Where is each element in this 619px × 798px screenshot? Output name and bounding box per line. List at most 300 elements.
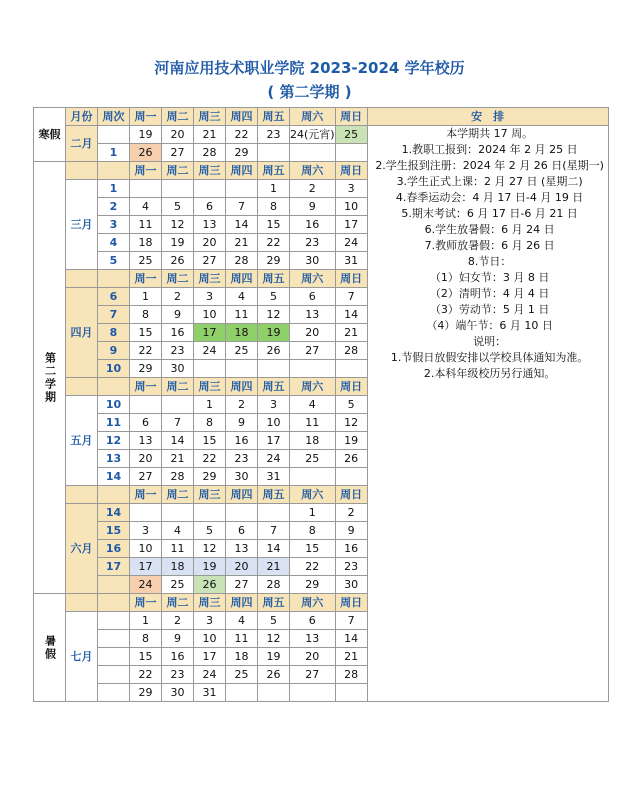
day-cell: 4 [226, 612, 258, 630]
day-cell: 27 [194, 252, 226, 270]
weekday-header: 周一 [130, 162, 162, 180]
day-cell [130, 504, 162, 522]
blank-header [66, 162, 98, 180]
day-cell [258, 144, 290, 162]
weekday-header: 周三 [194, 594, 226, 612]
day-cell: 27 [290, 342, 336, 360]
day-cell: 16 [226, 432, 258, 450]
day-cell: 15 [194, 432, 226, 450]
calendar-title: 河南应用技术职业学院 2023-2024 学年校历 [154, 59, 465, 77]
day-cell: 13 [130, 432, 162, 450]
month-apr: 四月 [66, 288, 98, 378]
weekday-header: 周五 [258, 594, 290, 612]
day-cell [335, 684, 367, 702]
week-number [98, 666, 130, 684]
week-number [98, 630, 130, 648]
month-jun: 六月 [66, 504, 98, 594]
day-cell: 19 [162, 234, 194, 252]
day-cell: 29 [226, 144, 258, 162]
day-cell: 26 [258, 666, 290, 684]
week-number: 17 [98, 558, 130, 576]
day-cell: 24 [130, 576, 162, 594]
day-cell: 2 [162, 612, 194, 630]
day-cell: 16 [162, 648, 194, 666]
day-cell: 6 [290, 288, 336, 306]
week-number: 8 [98, 324, 130, 342]
day-cell: 6 [194, 198, 226, 216]
day-cell: 4 [226, 288, 258, 306]
week-number: 1 [98, 144, 130, 162]
day-cell: 15 [258, 216, 290, 234]
week-number: 15 [98, 522, 130, 540]
week-number [98, 126, 130, 144]
day-cell: 19 [130, 126, 162, 144]
day-cell: 26 [130, 144, 162, 162]
day-cell: 1 [130, 612, 162, 630]
month-jul: 七月 [66, 612, 98, 702]
day-cell: 7 [335, 288, 367, 306]
weekday-header: 周一 [130, 270, 162, 288]
arrangement-item: 6.学生放暑假：6 月 24 日 [424, 223, 555, 236]
day-cell: 14 [226, 216, 258, 234]
day-cell: 24 [194, 666, 226, 684]
day-cell: 17 [130, 558, 162, 576]
weekday-header: 周四 [226, 162, 258, 180]
day-cell: 1 [130, 288, 162, 306]
day-cell: 27 [226, 576, 258, 594]
day-cell: 25 [335, 126, 367, 144]
day-cell: 22 [130, 342, 162, 360]
day-cell [226, 684, 258, 702]
day-cell: 13 [290, 630, 336, 648]
day-cell: 12 [194, 540, 226, 558]
arrangement-item: 说明： [473, 335, 507, 348]
day-cell: 19 [335, 432, 367, 450]
day-cell: 24(元宵) [290, 126, 336, 144]
day-cell: 16 [335, 540, 367, 558]
day-cell: 6 [226, 522, 258, 540]
weekday-header: 周六 [290, 378, 336, 396]
day-cell [290, 684, 336, 702]
day-cell: 23 [290, 234, 336, 252]
weekday-header: 周日 [335, 108, 367, 126]
day-cell: 30 [290, 252, 336, 270]
day-cell: 1 [194, 396, 226, 414]
day-cell: 22 [290, 558, 336, 576]
day-cell: 2 [335, 504, 367, 522]
day-cell: 8 [130, 630, 162, 648]
day-cell: 22 [194, 450, 226, 468]
blank-header [66, 594, 98, 612]
day-cell: 22 [130, 666, 162, 684]
day-cell: 28 [258, 576, 290, 594]
day-cell: 10 [258, 414, 290, 432]
day-cell: 5 [258, 612, 290, 630]
day-cell: 24 [335, 234, 367, 252]
week-number: 13 [98, 450, 130, 468]
day-cell: 15 [130, 324, 162, 342]
day-cell [335, 360, 367, 378]
weekday-header: 周日 [335, 594, 367, 612]
day-cell: 9 [162, 630, 194, 648]
day-cell: 21 [194, 126, 226, 144]
week-header: 周次 [98, 108, 130, 126]
day-cell: 24 [194, 342, 226, 360]
day-cell: 9 [290, 198, 336, 216]
arrangement-item: （1）妇女节：3 月 8 日 [429, 271, 550, 284]
weekday-header: 周六 [290, 108, 336, 126]
day-cell: 16 [290, 216, 336, 234]
blank-header [66, 378, 98, 396]
day-cell: 23 [335, 558, 367, 576]
day-cell: 24 [258, 450, 290, 468]
day-cell: 10 [335, 198, 367, 216]
day-cell: 20 [226, 558, 258, 576]
day-cell: 30 [162, 360, 194, 378]
day-cell [290, 144, 336, 162]
day-cell: 13 [290, 306, 336, 324]
weekday-header: 周二 [162, 108, 194, 126]
day-cell [194, 360, 226, 378]
day-cell: 15 [290, 540, 336, 558]
week-number: 6 [98, 288, 130, 306]
day-cell: 7 [226, 198, 258, 216]
day-cell: 25 [130, 252, 162, 270]
day-cell: 22 [226, 126, 258, 144]
arrange-header: 安 排 [367, 108, 608, 126]
day-cell: 7 [162, 414, 194, 432]
day-cell [335, 468, 367, 486]
day-cell: 3 [194, 612, 226, 630]
week-number [98, 612, 130, 630]
week-number: 14 [98, 468, 130, 486]
day-cell: 9 [335, 522, 367, 540]
day-cell: 11 [130, 216, 162, 234]
weekday-header: 周六 [290, 486, 336, 504]
week-number: 11 [98, 414, 130, 432]
weekday-header: 周一 [130, 378, 162, 396]
arrangement-item: （3）劳动节：5 月 1 日 [429, 303, 550, 316]
day-cell [130, 396, 162, 414]
school-calendar-table [33, 107, 609, 702]
arrangement-item: 2.本科年级校历另行通知。 [423, 367, 556, 380]
day-cell: 26 [258, 342, 290, 360]
day-cell: 8 [258, 198, 290, 216]
day-cell: 3 [335, 180, 367, 198]
day-cell: 25 [226, 666, 258, 684]
day-cell: 4 [130, 198, 162, 216]
month-feb: 二月 [66, 126, 98, 162]
day-cell: 23 [258, 126, 290, 144]
week-number: 10 [98, 396, 130, 414]
week-number: 7 [98, 306, 130, 324]
day-cell: 5 [335, 396, 367, 414]
week-number: 3 [98, 216, 130, 234]
day-cell: 5 [194, 522, 226, 540]
day-cell: 13 [194, 216, 226, 234]
day-cell: 11 [226, 306, 258, 324]
day-cell: 29 [130, 684, 162, 702]
weekday-header: 周五 [258, 486, 290, 504]
day-cell: 17 [258, 432, 290, 450]
day-cell: 18 [226, 648, 258, 666]
day-cell: 11 [226, 630, 258, 648]
day-cell: 23 [162, 666, 194, 684]
weekday-header: 周一 [130, 486, 162, 504]
day-cell: 2 [290, 180, 336, 198]
day-cell: 26 [162, 252, 194, 270]
blank-header [98, 378, 130, 396]
day-cell: 14 [162, 432, 194, 450]
day-cell: 27 [130, 468, 162, 486]
day-cell: 20 [162, 126, 194, 144]
day-cell: 5 [162, 198, 194, 216]
week-number: 14 [98, 504, 130, 522]
day-cell: 17 [335, 216, 367, 234]
day-cell: 23 [162, 342, 194, 360]
week-number: 5 [98, 252, 130, 270]
day-cell: 3 [258, 396, 290, 414]
day-cell: 6 [130, 414, 162, 432]
day-cell [226, 360, 258, 378]
weekday-header: 周三 [194, 378, 226, 396]
day-cell: 16 [162, 324, 194, 342]
day-cell: 19 [194, 558, 226, 576]
day-cell: 30 [162, 684, 194, 702]
day-cell: 22 [258, 234, 290, 252]
arrangement-item: 8.节日： [467, 255, 512, 268]
week-number [98, 576, 130, 594]
month-header: 月份 [66, 108, 98, 126]
day-cell [258, 360, 290, 378]
weekday-header: 周一 [130, 594, 162, 612]
day-cell: 31 [194, 684, 226, 702]
week-number: 9 [98, 342, 130, 360]
day-cell: 18 [226, 324, 258, 342]
day-cell: 13 [226, 540, 258, 558]
day-cell [162, 180, 194, 198]
weekday-header: 周六 [290, 594, 336, 612]
arrangement-item: 1.节假日放假安排以学校具体通知为准。 [390, 351, 589, 364]
day-cell: 9 [226, 414, 258, 432]
day-cell: 18 [290, 432, 336, 450]
arrangement-item: 本学期共 17 周。 [446, 127, 534, 140]
weekday-header: 周三 [194, 270, 226, 288]
day-cell [335, 144, 367, 162]
day-cell: 2 [226, 396, 258, 414]
weekday-header: 周二 [162, 378, 194, 396]
weekday-header: 周四 [226, 486, 258, 504]
day-cell: 30 [335, 576, 367, 594]
week-number [98, 684, 130, 702]
day-cell: 11 [162, 540, 194, 558]
weekday-header: 周五 [258, 108, 290, 126]
weekday-header: 周二 [162, 162, 194, 180]
day-cell: 8 [130, 306, 162, 324]
blank-header [98, 486, 130, 504]
week-number [98, 648, 130, 666]
day-cell: 3 [130, 522, 162, 540]
weekday-header: 周四 [226, 108, 258, 126]
day-cell: 12 [258, 306, 290, 324]
weekday-header: 周日 [335, 270, 367, 288]
day-cell: 26 [335, 450, 367, 468]
day-cell: 14 [258, 540, 290, 558]
week-number: 4 [98, 234, 130, 252]
arrangement-panel [367, 126, 608, 702]
arrangement-item: 7.教师放暑假：6 月 26 日 [424, 239, 555, 252]
day-cell: 31 [335, 252, 367, 270]
week-number: 12 [98, 432, 130, 450]
day-cell: 7 [258, 522, 290, 540]
day-cell: 3 [194, 288, 226, 306]
day-cell: 21 [258, 558, 290, 576]
section-summer: 暑假 [34, 594, 66, 702]
day-cell: 19 [258, 648, 290, 666]
day-cell: 21 [226, 234, 258, 252]
day-cell: 5 [258, 288, 290, 306]
day-cell: 18 [162, 558, 194, 576]
day-cell: 29 [130, 360, 162, 378]
arrangement-item: 5.期末考试：6 月 17 日-6 月 21 日 [401, 207, 578, 220]
day-cell [258, 684, 290, 702]
day-cell: 12 [335, 414, 367, 432]
day-cell [194, 504, 226, 522]
blank-header [66, 270, 98, 288]
calendar-subtitle: ( 第二学期 ) [267, 83, 352, 101]
week-number: 2 [98, 198, 130, 216]
day-cell: 1 [290, 504, 336, 522]
day-cell: 28 [226, 252, 258, 270]
arrangement-item: 2.学生报到注册：2024 年 2 月 26 日(星期一) [375, 159, 604, 172]
weekday-header: 周三 [194, 486, 226, 504]
day-cell [194, 180, 226, 198]
weekday-header: 周二 [162, 270, 194, 288]
day-cell: 1 [258, 180, 290, 198]
section-winter: 寒假 [34, 108, 66, 162]
day-cell [290, 468, 336, 486]
day-cell: 10 [130, 540, 162, 558]
day-cell: 18 [130, 234, 162, 252]
day-cell [162, 504, 194, 522]
day-cell: 23 [226, 450, 258, 468]
day-cell: 6 [290, 612, 336, 630]
day-cell [162, 396, 194, 414]
weekday-header: 周日 [335, 378, 367, 396]
weekday-header: 周六 [290, 162, 336, 180]
month-may: 五月 [66, 396, 98, 486]
day-cell: 8 [194, 414, 226, 432]
day-cell: 9 [162, 306, 194, 324]
day-cell: 12 [258, 630, 290, 648]
weekday-header: 周一 [130, 108, 162, 126]
weekday-header: 周日 [335, 486, 367, 504]
arrangement-item: （4）端午节：6 月 10 日 [426, 319, 553, 332]
weekday-header: 周三 [194, 108, 226, 126]
day-cell: 10 [194, 306, 226, 324]
day-cell: 20 [290, 648, 336, 666]
weekday-header: 周四 [226, 594, 258, 612]
weekday-header: 周三 [194, 162, 226, 180]
day-cell: 15 [130, 648, 162, 666]
day-cell: 25 [162, 576, 194, 594]
day-cell: 28 [194, 144, 226, 162]
day-cell: 27 [290, 666, 336, 684]
day-cell: 2 [162, 288, 194, 306]
day-cell: 21 [335, 324, 367, 342]
day-cell [290, 360, 336, 378]
day-cell: 12 [162, 216, 194, 234]
day-cell: 26 [194, 576, 226, 594]
weekday-header: 周六 [290, 270, 336, 288]
day-cell: 4 [290, 396, 336, 414]
arrangement-item: 3.学生正式上课：2 月 27 日 (星期二) [396, 175, 583, 188]
day-cell [226, 504, 258, 522]
day-cell: 7 [335, 612, 367, 630]
day-cell: 17 [194, 324, 226, 342]
week-number: 1 [98, 180, 130, 198]
arrangement-item: （2）清明节：4 月 4 日 [429, 287, 550, 300]
day-cell: 8 [290, 522, 336, 540]
weekday-header: 周二 [162, 486, 194, 504]
day-cell: 20 [194, 234, 226, 252]
arrangement-item: 1.教职工报到：2024 年 2 月 25 日 [401, 143, 578, 156]
day-cell: 28 [335, 342, 367, 360]
day-cell: 31 [258, 468, 290, 486]
weekday-header: 周五 [258, 162, 290, 180]
day-cell: 25 [226, 342, 258, 360]
blank-header [98, 594, 130, 612]
day-cell: 20 [130, 450, 162, 468]
weekday-header: 周二 [162, 594, 194, 612]
week-number: 16 [98, 540, 130, 558]
blank-header [98, 270, 130, 288]
week-number: 10 [98, 360, 130, 378]
weekday-header: 周五 [258, 378, 290, 396]
day-cell: 17 [194, 648, 226, 666]
arrangement-item: 4.春季运动会：4 月 17 日-4 月 19 日 [395, 191, 584, 204]
day-cell: 29 [258, 252, 290, 270]
weekday-header: 周日 [335, 162, 367, 180]
day-cell: 14 [335, 306, 367, 324]
day-cell: 10 [194, 630, 226, 648]
day-cell [226, 180, 258, 198]
day-cell: 27 [162, 144, 194, 162]
day-cell: 4 [162, 522, 194, 540]
day-cell: 14 [335, 630, 367, 648]
day-cell: 11 [290, 414, 336, 432]
blank-header [98, 162, 130, 180]
weekday-header: 周四 [226, 378, 258, 396]
day-cell: 19 [258, 324, 290, 342]
day-cell: 29 [194, 468, 226, 486]
day-cell: 30 [226, 468, 258, 486]
day-cell: 21 [335, 648, 367, 666]
day-cell: 28 [162, 468, 194, 486]
day-cell: 29 [290, 576, 336, 594]
section-semester: 第二学期 [34, 162, 66, 594]
day-cell [130, 180, 162, 198]
day-cell: 28 [335, 666, 367, 684]
day-cell [258, 504, 290, 522]
month-mar: 三月 [66, 180, 98, 270]
weekday-header: 周五 [258, 270, 290, 288]
day-cell: 25 [290, 450, 336, 468]
blank-header [66, 486, 98, 504]
weekday-header: 周四 [226, 270, 258, 288]
day-cell: 21 [162, 450, 194, 468]
day-cell: 20 [290, 324, 336, 342]
